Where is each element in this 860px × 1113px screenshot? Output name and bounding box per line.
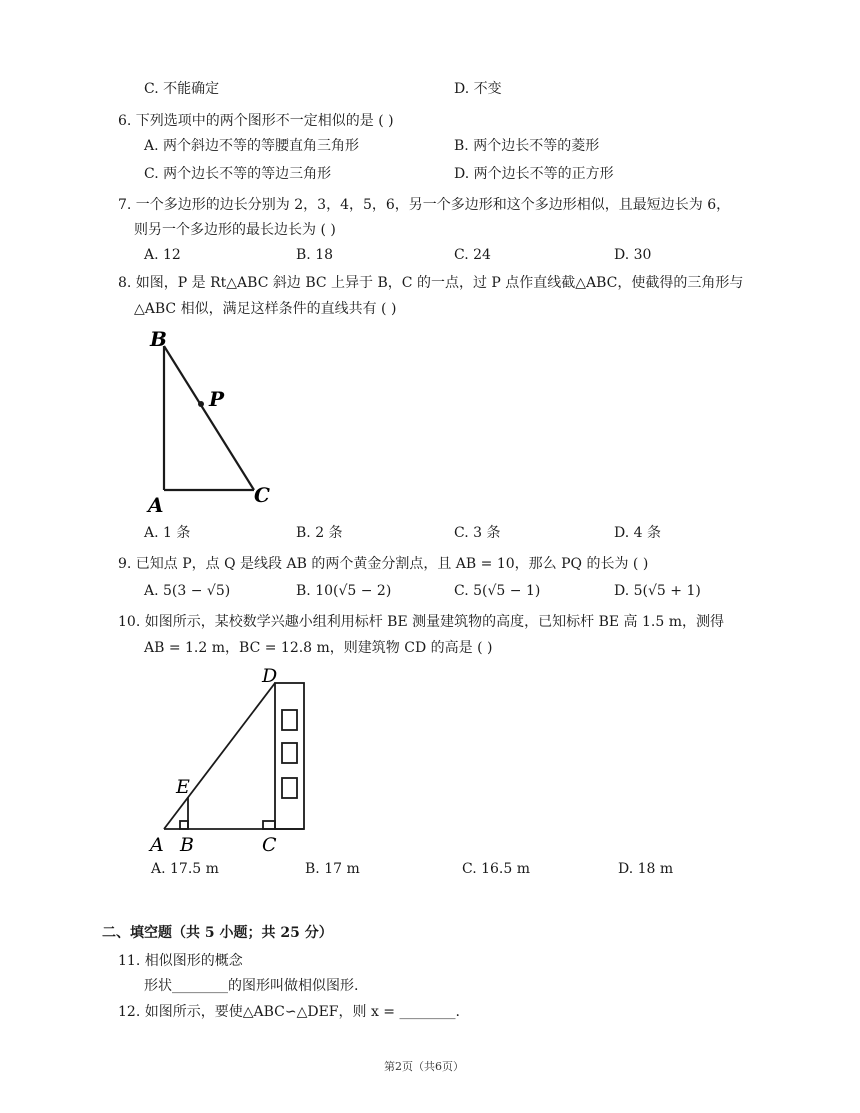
q8-option-b: B. 2 条 bbox=[296, 525, 343, 541]
q6-stem-text: 6. 下列选项中的两个图形不一定相似的是 bbox=[118, 113, 374, 129]
q7-stem-text: 则另一个多边形的最长边长为 bbox=[134, 222, 316, 238]
q8-option-a: A. 1 条 bbox=[144, 525, 191, 541]
q10-window-top bbox=[282, 710, 297, 730]
section-2-title: 二、填空题（共 5 小题；共 25 分） bbox=[102, 925, 333, 941]
q10-answer-paren: ( ) bbox=[477, 640, 493, 656]
q10-window-middle bbox=[282, 743, 297, 763]
q9-answer-paren: ( ) bbox=[632, 556, 649, 572]
q12-stem: 12. 如图所示，要使△ABC∽△DEF，则 x = ________. bbox=[118, 1004, 460, 1020]
q6-option-a: A. 两个斜边不等的等腰直角三角形 bbox=[144, 138, 360, 154]
q8-label-c: C bbox=[254, 483, 270, 507]
q9-option-d: D. 5(√5 + 1) bbox=[614, 583, 701, 599]
q7-answer-paren: ( ) bbox=[320, 222, 336, 238]
q10-building bbox=[275, 683, 304, 829]
q10-window-bottom bbox=[282, 778, 297, 798]
q9-option-b: B. 10(√5 − 2) bbox=[296, 583, 392, 599]
q8-label-b: B bbox=[150, 327, 167, 351]
q10-label-c: C bbox=[262, 834, 277, 856]
q8-option-c: C. 3 条 bbox=[454, 525, 501, 541]
q10-sight-line bbox=[164, 683, 275, 829]
q11-line2: 形状________的图形叫做相似图形. bbox=[144, 978, 359, 994]
q10-label-d: D bbox=[262, 665, 278, 687]
q6-option-b: B. 两个边长不等的菱形 bbox=[454, 138, 600, 154]
page-footer: 第2页（共6页） bbox=[384, 1060, 464, 1073]
q10-right-angle-b bbox=[180, 821, 188, 829]
q10-stem-text: AB = 1.2 m，BC = 12.8 m，则建筑物 CD 的高是 bbox=[144, 640, 473, 656]
q7-option-c: C. 24 bbox=[454, 247, 491, 263]
q6-option-d: D. 两个边长不等的正方形 bbox=[454, 166, 614, 182]
q6-answer-paren: ( ) bbox=[378, 113, 394, 129]
q9-stem-text: 9. 已知点 P，点 Q 是线段 AB 的两个黄金分割点，且 AB = 10，那么 PQ 的长为 bbox=[118, 556, 629, 572]
q9-option-a: A. 5(3 − √5) bbox=[144, 583, 231, 599]
q10-label-a: A bbox=[150, 834, 164, 856]
q5-option-d: D. 不变 bbox=[454, 81, 502, 97]
q7-option-d: D. 30 bbox=[614, 247, 652, 263]
q11-stem: 11. 相似图形的概念 bbox=[118, 953, 243, 969]
q8-option-d: D. 4 条 bbox=[614, 525, 661, 541]
q8-stem-text: △ABC 相似，满足这样条件的直线共有 bbox=[134, 301, 377, 317]
q10-option-d: D. 18 m bbox=[618, 861, 674, 877]
q5-option-c: C. 不能确定 bbox=[144, 81, 220, 97]
q10-stem-line1: 10. 如图所示，某校数学兴趣小组利用标杆 BE 测量建筑物的高度，已知标杆 BE 高 1.5 m，测得 bbox=[118, 614, 724, 630]
q8-label-a: A bbox=[148, 493, 164, 517]
q10-option-b: B. 17 m bbox=[305, 861, 360, 877]
q7-option-b: B. 18 bbox=[296, 247, 334, 263]
q7-stem-line1: 7. 一个多边形的边长分别为 2，3，4，5，6，另一个多边形和这个多边形相似，且最短边长为 6， bbox=[118, 197, 731, 213]
q8-answer-paren: ( ) bbox=[381, 301, 397, 317]
q8-label-p: P bbox=[209, 387, 225, 411]
q10-option-c: C. 16.5 m bbox=[462, 861, 531, 877]
q10-label-e: E bbox=[176, 776, 190, 798]
q7-option-a: A. 12 bbox=[144, 247, 181, 263]
q10-option-a: A. 17.5 m bbox=[151, 861, 219, 877]
q8-stem-line1: 8. 如图，P 是 Rt△ABC 斜边 BC 上异于 B，C 的一点，过 P 点作直线截△ABC，使截得的三角形与 bbox=[118, 275, 744, 291]
q9-option-c: C. 5(√5 − 1) bbox=[454, 583, 541, 599]
q10-label-b: B bbox=[180, 834, 194, 856]
q6-option-c: C. 两个边长不等的等边三角形 bbox=[144, 166, 332, 182]
q10-right-angle-c bbox=[263, 821, 275, 829]
